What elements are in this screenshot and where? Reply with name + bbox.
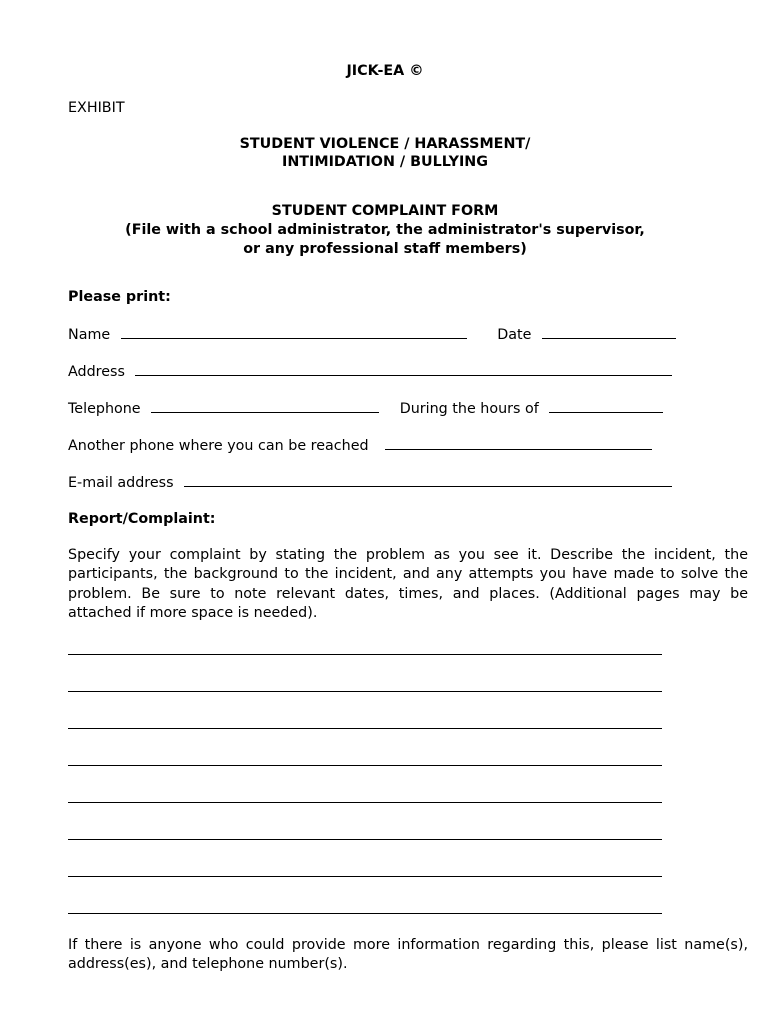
date-field[interactable] [542, 325, 676, 339]
email-row [68, 473, 672, 492]
policy-title-line1: STUDENT VIOLENCE / HARASSMENT/ [239, 136, 531, 152]
report-heading: Report/Complaint: [68, 511, 216, 527]
witness-instructions: If there is anyone who could provide more information regarding this, please list name(s), address(es), and telephone number(s). [68, 937, 748, 973]
complaint-line[interactable] [68, 765, 662, 766]
report-instructions: Specify your complaint by stating the problem as you see it. Describe the incident, the participants, the background to the incident, and any attempts you have made to solve the problem. Be sure to note relevant dates, times, and places. (Additional pages may be attached if more space is needed). [68, 547, 748, 621]
complaint-line[interactable] [68, 654, 662, 655]
please-print-label: Please print: [68, 289, 171, 305]
email-field[interactable] [184, 473, 672, 487]
other-phone-row [68, 436, 652, 455]
address-label: Address [68, 364, 125, 380]
hours-label: During the hours of [399, 401, 539, 417]
address-row [68, 362, 672, 381]
email-label: E-mail address [68, 475, 174, 491]
complaint-line[interactable] [68, 802, 662, 803]
telephone-field[interactable] [151, 399, 379, 413]
name-field[interactable] [121, 325, 467, 339]
address-field[interactable] [135, 362, 672, 376]
form-subtitle-line2: or any professional staff members) [243, 241, 527, 257]
complaint-line[interactable] [68, 913, 662, 914]
date-label: Date [497, 327, 532, 343]
complaint-line[interactable] [68, 839, 662, 840]
name-date-row [68, 325, 676, 344]
form-title: STUDENT COMPLAINT FORM [271, 203, 499, 219]
other-phone-label: Another phone where you can be reached [68, 438, 369, 454]
document-code: JICK-EA © [346, 63, 424, 79]
telephone-row [68, 399, 663, 418]
form-subtitle-line1: (File with a school administrator, the administrator's supervisor, [125, 222, 645, 238]
name-label: Name [68, 327, 111, 343]
policy-title-line2: INTIMIDATION / BULLYING [282, 154, 488, 170]
complaint-line[interactable] [68, 728, 662, 729]
telephone-label: Telephone [68, 401, 141, 417]
hours-field[interactable] [549, 399, 663, 413]
complaint-line[interactable] [68, 876, 662, 877]
other-phone-field[interactable] [385, 436, 652, 450]
exhibit-label: EXHIBIT [68, 100, 125, 116]
complaint-line[interactable] [68, 691, 662, 692]
